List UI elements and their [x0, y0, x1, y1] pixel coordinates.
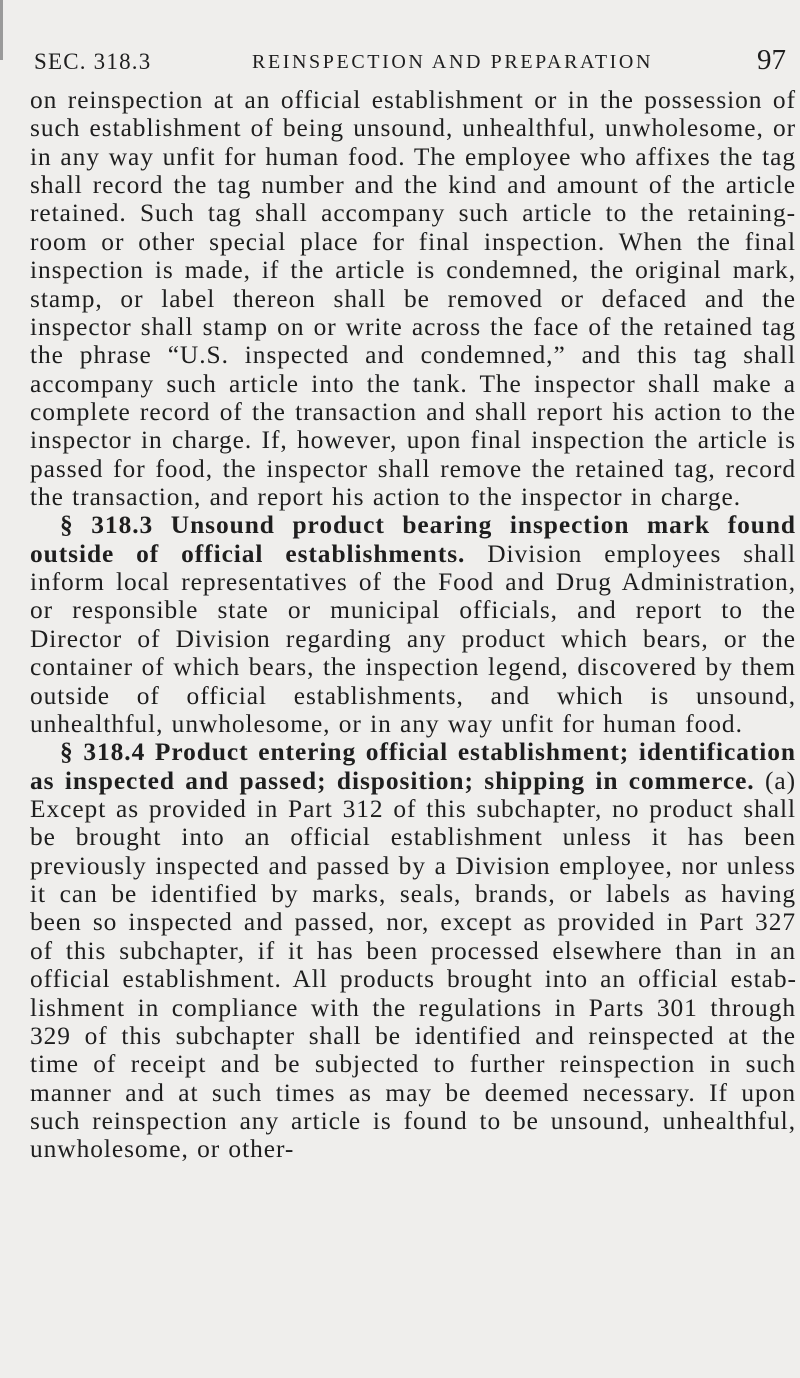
section-318-4-body: (a) Except as provided in Part 312 of this subchapter, no product shall be brought into an official establishment unless it has been previously inspected and passed by a Division employee, nor unless it can be identified by marks, seals, brands, or labels as having been so inspected and passed, nor, except as provided in Part 327 of this subchapter, if it has been processed elsewhere than in an official establishment. All products brought into an official establishment in compliance with the regulations in Parts 301 through 329 of this subchapter shall be identified and reinspected at the time of receipt and be subjected to further reinspection in such manner and at such times as may be deemed necessary. If upon such reinspection any article is found to be unsound, unhealthful, unwholesome, or other- — [30, 766, 796, 1164]
section-318-4 — [30, 738, 796, 1163]
section-318-4-heading: § 318.4 Product entering official establishment; identification as inspected and passed; disposition; shipping in commerce. — [30, 738, 796, 795]
page-number: 97 — [757, 44, 786, 76]
paragraph-continuation: on reinspection at an official establishment or in the possession of such establishment of being unsound, unhealthful, unwholesome, or in any way unfit for human food. The employee who affixes the tag shall record the tag number and the kind and amount of the article retained. Such tag shall accompany such article to the retaining-room or other special place for final inspection. When the final inspection is made, if the article is condemned, the original mark, stamp, or label thereon shall be removed or defaced and the inspector shall stamp on or write across the face of the retained tag the phrase “U.S. inspected and condemned,” and this tag shall accompany such article into the tank. The inspector shall make a complete record of the transaction and shall report his action to the inspector in charge. If, however, upon final inspection the article is passed for food, the inspector shall remove the retained tag, record the transaction, and report his action to the inspector in charge. — [30, 86, 796, 512]
section-318-3-heading: § 318.3 Unsound product bearing inspection mark found outside of official establishments. — [30, 511, 796, 568]
section-reference: SEC. 318.3 — [34, 49, 152, 74]
section-318-3 — [30, 511, 796, 738]
header-title: REINSPECTION AND PREPARATION — [252, 51, 653, 73]
running-header — [34, 44, 786, 76]
body-text — [30, 86, 796, 1164]
page-binding-edge — [0, 0, 3, 60]
section-318-3-body: Division employees shall inform local representatives of the Food and Drug Administration, or responsible state or municipal officials, and report to the Director of Division regarding any product which bears, or the container of which bears, the inspection legend, discovered by them outside of official establishments, and which is unsound, unhealthful, unwholesome, or in any way unfit for human food. — [30, 539, 796, 738]
